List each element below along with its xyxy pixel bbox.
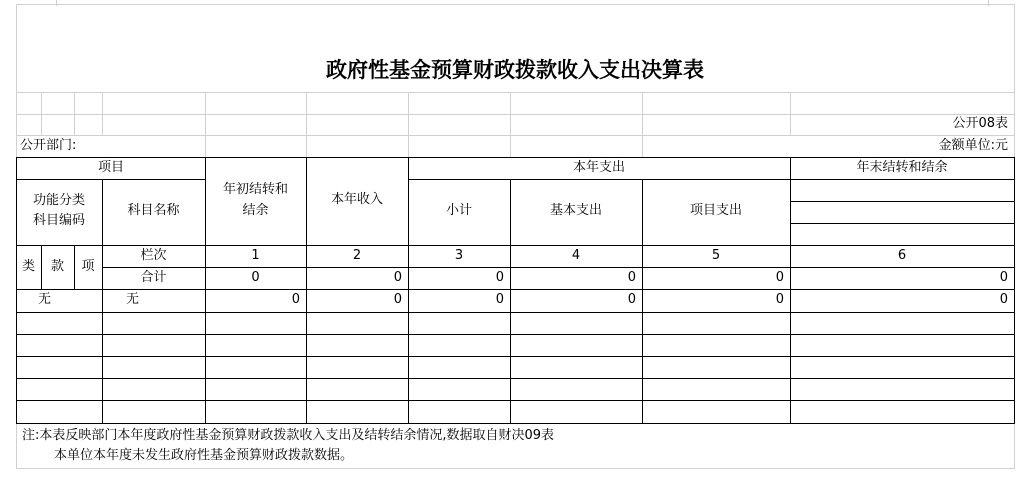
grid-row-line	[16, 135, 1014, 136]
table-row-line	[16, 356, 1015, 357]
grid-col-line	[74, 92, 75, 136]
total-value: 0	[495, 270, 504, 285]
grid-col-line	[1014, 4, 1015, 158]
table-row-line	[16, 312, 1015, 313]
table-top-border	[16, 157, 1015, 158]
header-xiang: 项	[81, 259, 95, 274]
table-right-border	[1014, 157, 1015, 424]
header-func-class-line2: 科目编码	[32, 213, 85, 228]
header-opening-line2: 结余	[242, 203, 269, 218]
table-code: 公开08表	[952, 116, 1008, 131]
table-row-line	[16, 378, 1015, 379]
col-number: 4	[571, 248, 581, 263]
row-value: 0	[291, 292, 300, 307]
grid-col-line	[16, 424, 17, 469]
header-project: 项目	[97, 160, 124, 175]
report-title: 政府性基金预算财政拨款收入支出决算表	[326, 57, 704, 82]
table-row-line	[790, 179, 1014, 180]
table-row-line	[790, 201, 1014, 202]
grid-row-line	[16, 92, 1014, 93]
unit-label: 金额单位:元	[938, 138, 1008, 153]
table-row-line	[102, 267, 1015, 268]
grid-col-line	[1014, 424, 1015, 469]
table-bottom-border	[16, 423, 1015, 424]
total-value: 0	[775, 270, 784, 285]
col-number: 1	[251, 248, 260, 263]
header-kuan: 款	[50, 259, 64, 274]
col-number: 3	[454, 248, 464, 263]
table-row-line	[790, 223, 1014, 224]
table-row-line	[408, 179, 790, 180]
grid-col-line	[790, 92, 791, 136]
col-number: 2	[352, 248, 362, 263]
row-value: 0	[627, 292, 636, 307]
row-value: 0	[393, 292, 402, 307]
total-value: 0	[999, 270, 1008, 285]
header-income: 本年收入	[330, 192, 383, 207]
row-value: 0	[999, 292, 1008, 307]
total-value: 0	[393, 270, 402, 285]
col-number: 6	[897, 248, 907, 263]
note-line-1: 注:本表反映部门本年度政府性基金预算财政拨款收入支出及结转结余情况,数据取自财决09表	[22, 428, 555, 443]
note-line-2: 本单位本年度未发生政府性基金预算财政拨款数据。	[54, 448, 354, 463]
total-value: 0	[627, 270, 636, 285]
grid-col-line	[205, 92, 206, 158]
header-subject-name: 科目名称	[127, 203, 180, 218]
header-lanci: 栏次	[140, 248, 167, 263]
grid-col-line	[306, 92, 307, 158]
grid-row-line	[16, 114, 1014, 115]
header-subtotal: 小计	[445, 203, 472, 218]
grid-col-line	[102, 92, 103, 136]
grid-col-line	[510, 92, 511, 158]
header-closing: 年末结转和结余	[856, 160, 948, 175]
table-row-line	[16, 179, 206, 180]
col-number: 5	[711, 248, 721, 263]
row-value: 0	[775, 292, 784, 307]
header-opening-line1: 年初结转和	[222, 182, 288, 197]
table-row-line	[16, 400, 1015, 401]
header-total: 合计	[140, 270, 167, 285]
grid-col-line	[408, 92, 409, 158]
department-label: 公开部门:	[20, 138, 77, 153]
grid-col-line	[988, 0, 989, 6]
header-lei: 类	[21, 259, 35, 274]
header-project-expense: 项目支出	[689, 203, 742, 218]
table-col-line	[408, 157, 409, 424]
table-row-line	[16, 289, 1015, 290]
total-value: 0	[251, 270, 260, 285]
grid-top-line	[16, 4, 1014, 5]
row-code: 无	[38, 292, 52, 307]
header-func-class-line1: 功能分类	[32, 193, 85, 208]
table-row-line	[16, 245, 1015, 246]
grid-bottom-line	[16, 468, 1014, 469]
table-row-line	[16, 334, 1015, 335]
header-expense: 本年支出	[572, 160, 625, 175]
grid-col-line	[56, 0, 57, 6]
grid-col-line	[41, 92, 42, 136]
row-name: 无	[126, 292, 140, 307]
header-basic-expense: 基本支出	[549, 203, 602, 218]
table-col-line	[790, 157, 791, 424]
row-value: 0	[495, 292, 504, 307]
grid-col-line	[642, 92, 643, 158]
